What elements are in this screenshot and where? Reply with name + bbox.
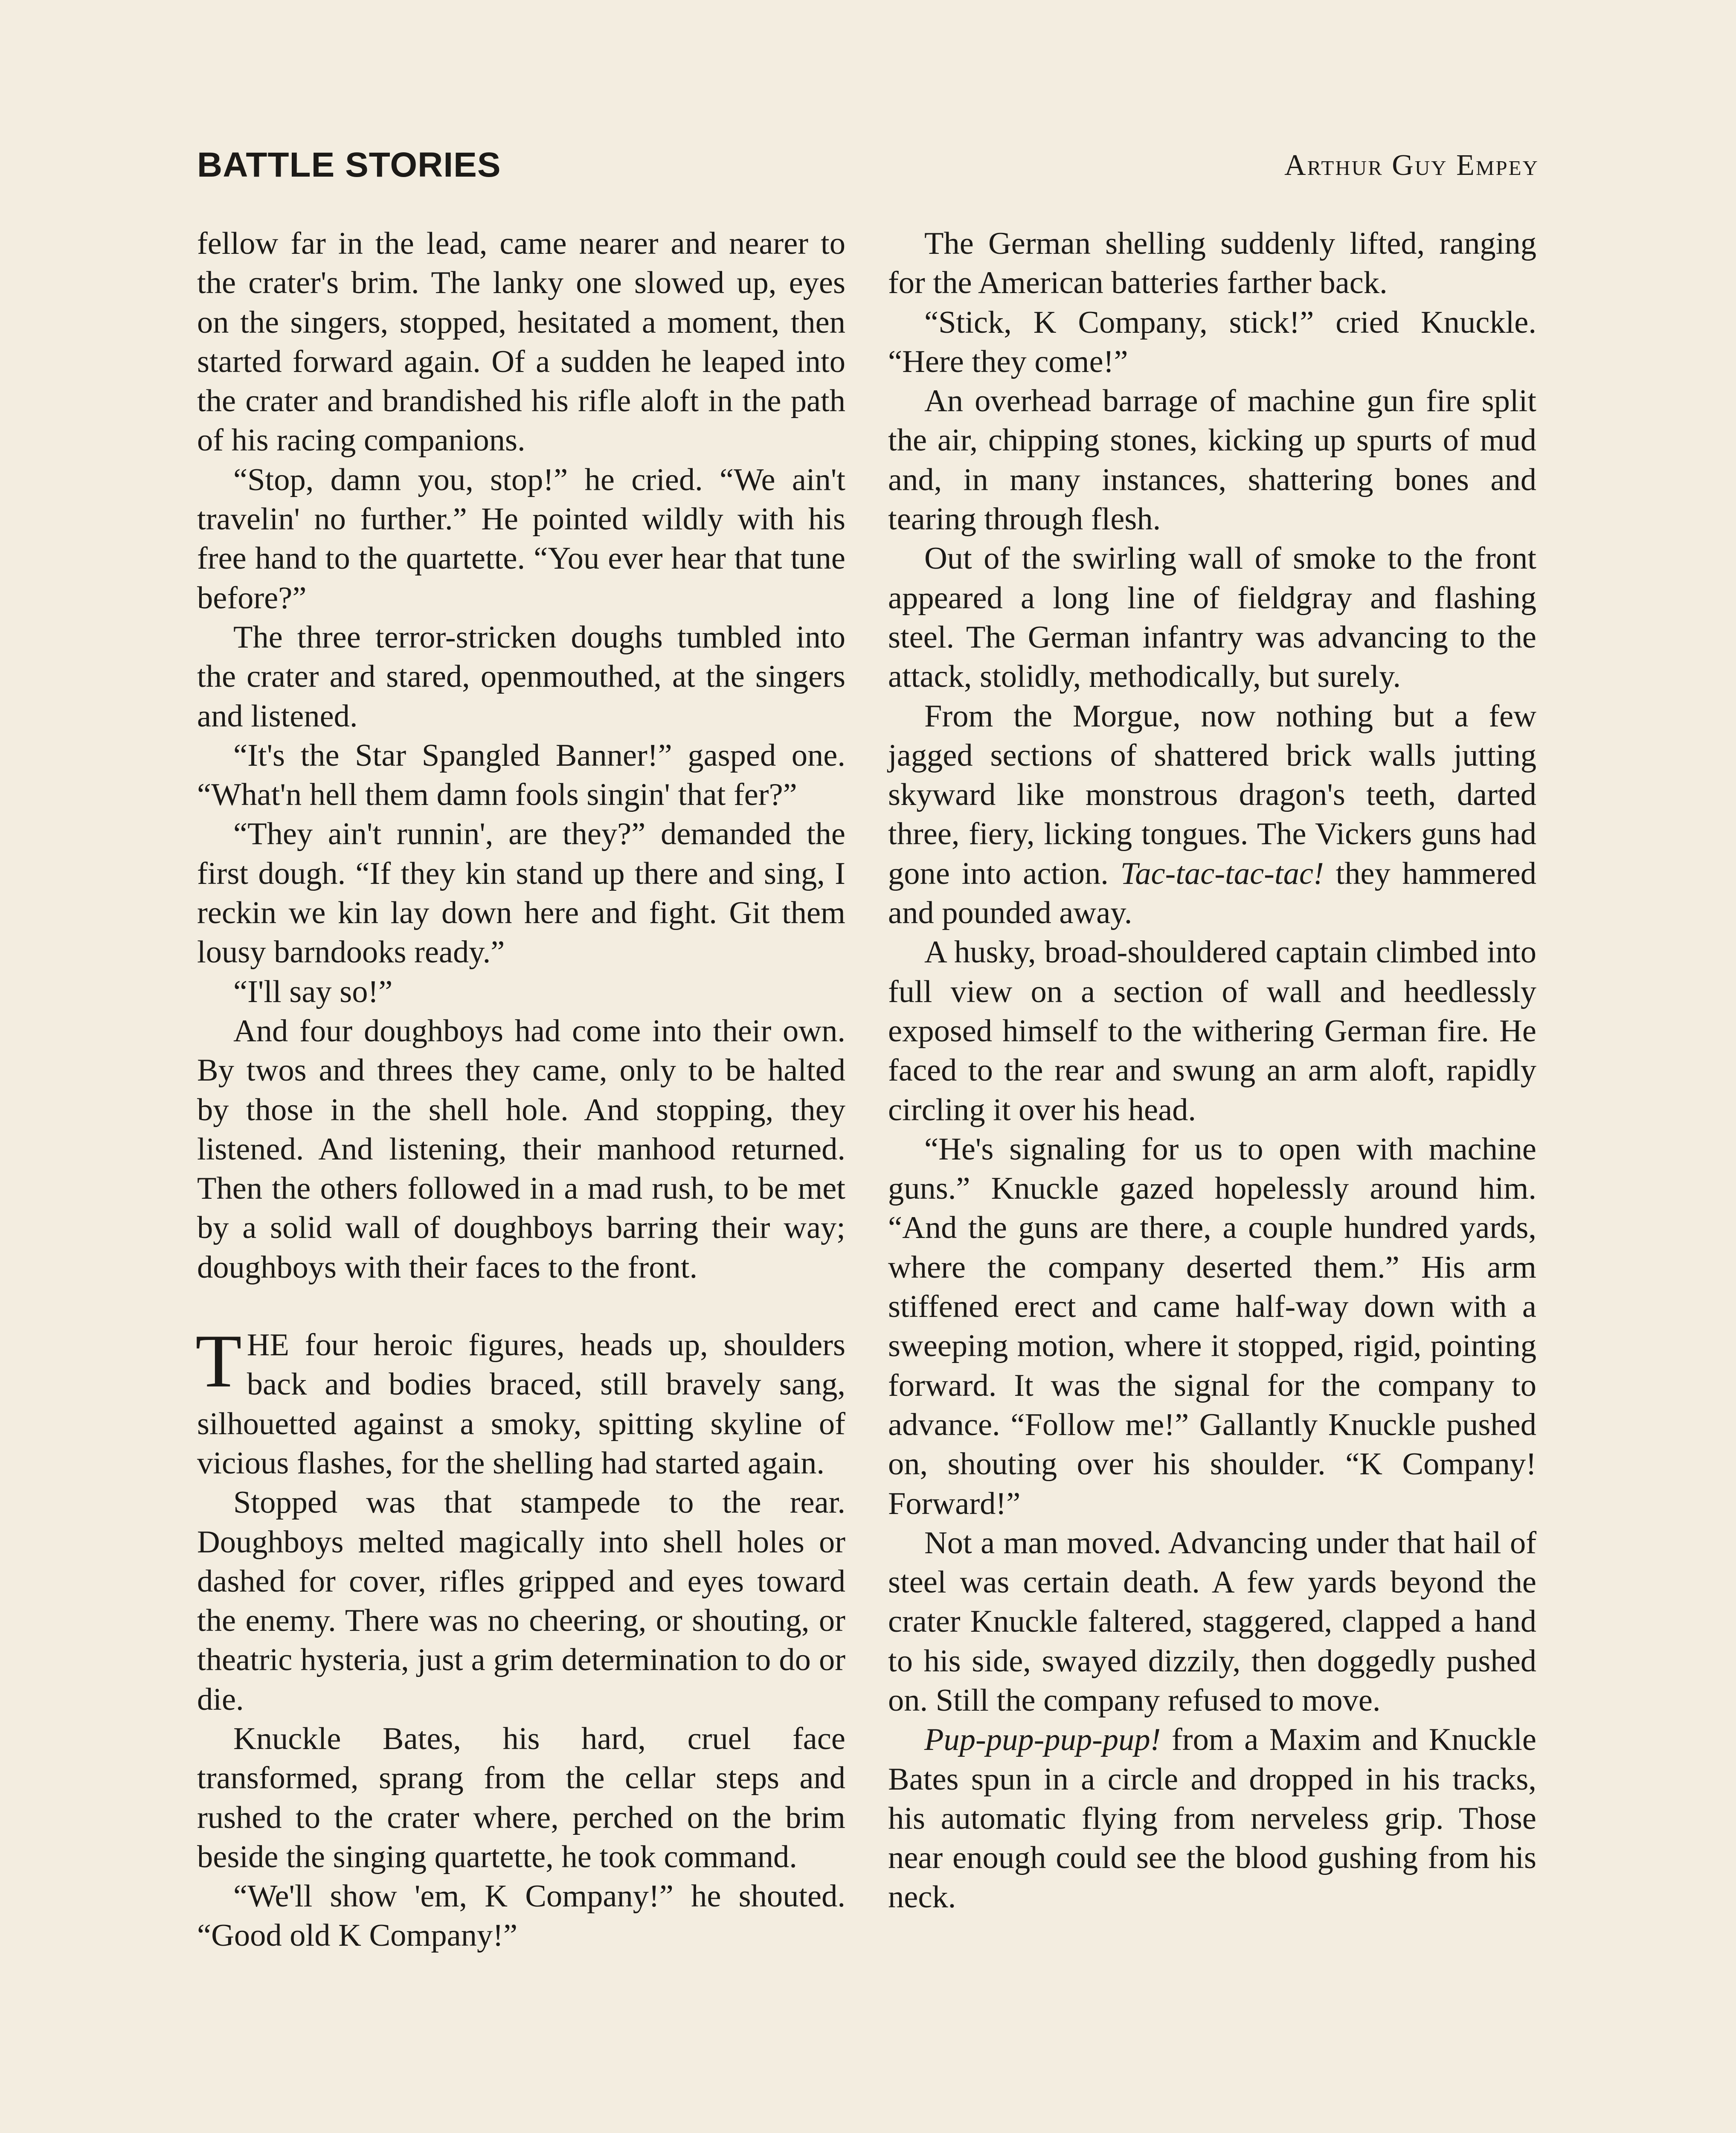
paragraph: “I'll say so!” bbox=[233, 974, 393, 1009]
paragraph: And four doughboys had come into their own. By twos and threes they came, only to be halted by those in the shell hole. And stopping, they listened. And listening, their manhood returned. Then the others followed in a mad rush, to be met by a solid wall of doughboys barring their way; doughboys with their faces to the front. bbox=[197, 1013, 845, 1285]
paragraph-text: from a Maxim and Knuckle Bates spun in a circle and dropped in his tracks, his automatic flying from nerveless grip. Those near enough could see the blood gushing from his neck. bbox=[888, 1722, 1536, 1915]
running-head bbox=[197, 145, 1539, 196]
paragraph bbox=[888, 697, 1536, 933]
author-name: Arthur Guy Empey bbox=[1284, 149, 1539, 182]
section-title: BATTLE STORIES bbox=[197, 145, 501, 184]
right-column bbox=[888, 224, 1536, 1917]
paragraph-text: they hammered and pounded away. bbox=[888, 856, 1536, 931]
paragraph: The German shelling suddenly lifted, ranging for the American batteries farther back. bbox=[888, 226, 1536, 301]
paragraph-text: four heroic figures, heads up, shoulders back and bodies braced, still bravely sang, silhouetted against a smoky, spitting skyline of vicious flashes, for the shelling had started again. bbox=[197, 1328, 845, 1481]
sound-effect-text: Tac-tac-tac-tac! bbox=[1120, 856, 1324, 891]
paragraph: “Stick, K Company, stick!” cried Knuckle. “Here they come!” bbox=[888, 305, 1536, 379]
paragraph: “Stop, damn you, stop!” he cried. “We ain't travelin' no further.” He pointed wildly with his free hand to the quartette. “You ever hear that tune before?” bbox=[197, 462, 845, 616]
paragraph: “They ain't runnin', are they?” demanded the first dough. “If they kin stand up there and sing, I reckin we kin lay down here and fight. Git them lousy barndooks ready.” bbox=[197, 817, 845, 970]
paragraph: An overhead barrage of machine gun fire split the air, chipping stones, kicking up spurts of mud and, in many instances, shattering bones and tearing through flesh. bbox=[888, 384, 1536, 537]
paragraph: Out of the swirling wall of smoke to the front appeared a long line of fieldgray and flashing steel. The German infantry was advancing to the attack, stolidly, methodically, but surely. bbox=[888, 541, 1536, 695]
left-column bbox=[197, 224, 845, 1956]
section-opening-paragraph bbox=[195, 1319, 845, 1483]
sound-effect-text: Pup-pup-pup-pup! bbox=[924, 1722, 1161, 1758]
paragraph: “It's the Star Spangled Banner!” gasped one. “What'n hell them damn fools singin' that fer?” bbox=[197, 738, 845, 813]
paragraph: Knuckle Bates, his hard, cruel face transformed, sprang from the cellar steps and rushed to the crater where, perched on the brim beside the singing quartette, he took command. bbox=[197, 1721, 845, 1874]
drop-cap: T bbox=[195, 1319, 242, 1404]
paragraph: fellow far in the lead, came nearer and nearer to the crater's brim. The lanky one slowed up, eyes on the singers, stopped, hesitated a moment, then started forward again. Of a sudden he leaped into the crater and brandished his rifle aloft in the path of his racing companions. bbox=[197, 226, 845, 458]
paragraph: Stopped was that stampede to the rear. Doughboys melted magically into shell holes or dashed for cover, rifles gripped and eyes toward the enemy. There was no cheering, or shouting, or theatric hysteria, just a grim determination to do or die. bbox=[197, 1485, 845, 1717]
paragraph: Not a man moved. Advancing under that hail of steel was certain death. A few yards beyond the crater Knuckle faltered, staggered, clapped a hand to his side, swayed dizzily, then doggedly pushed on. Still the company refused to move. bbox=[888, 1525, 1536, 1718]
paragraph-text: From the Morgue, now nothing but a few jagged sections of shattered brick walls jutting skyward like monstrous dragon's teeth, darted three, fiery, licking tongues. The Vickers guns had gone into action. bbox=[888, 698, 1536, 891]
paragraph: “He's signaling for us to open with machine guns.” Knuckle gazed hopelessly around him. “And the guns are there, a couple hundred yards, where the company deserted them.” His arm stiffened erect and came half-way down with a sweeping motion, where it stopped, rigid, pointing forward. It was the signal for the company to advance. “Follow me!” Gallantly Knuckle pushed on, shouting over his shoulder. “K Company! Forward!” bbox=[888, 1131, 1536, 1521]
paragraph: A husky, broad-shouldered captain climbed into full view on a section of wall and heedlessly exposed himself to the withering German fire. He faced to the rear and swung an arm aloft, rapidly circling it over his head. bbox=[888, 935, 1536, 1128]
paragraph: “We'll show 'em, K Company!” he shouted. “Good old K Company!” bbox=[197, 1879, 845, 1953]
paragraph: The three terror-stricken doughs tumbled into the crater and stared, openmouthed, at the singers and listened. bbox=[197, 619, 845, 734]
paragraph bbox=[888, 1720, 1536, 1917]
lead-word: HE bbox=[247, 1328, 290, 1363]
